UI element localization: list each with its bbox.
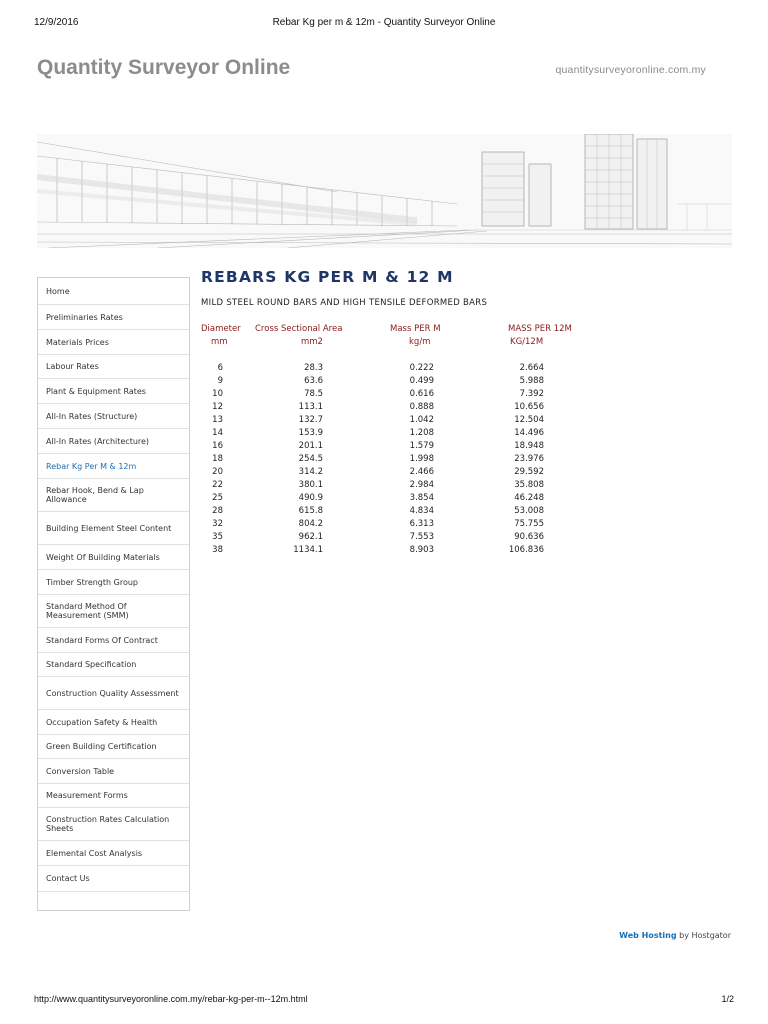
sidebar-item[interactable]: Building Element Steel Content [38,512,189,545]
cell-area: 153.9 [298,427,323,438]
sidebar-item[interactable]: Construction Rates Calculation Sheets [38,808,189,841]
sidebar-item[interactable]: Home [38,278,189,305]
cell-area: 28.3 [304,363,323,373]
cell-diameter: 38 [212,544,223,555]
hosting-credit [619,931,731,940]
column-unit: mm [211,337,228,347]
cell-diameter: 28 [212,505,223,516]
cell-mass-per-m: 8.903 [409,544,434,555]
page-subheading: MILD STEEL ROUND BARS AND HIGH TENSILE DEFORMED BARS [201,298,488,308]
cell-mass-per-12m: 5.988 [519,375,544,386]
print-date: 12/9/2016 [34,17,79,28]
site-title[interactable]: Quantity Surveyor Online [37,56,291,79]
cell-diameter: 20 [212,466,223,477]
building-sketch-illustration [37,134,732,248]
cell-area: 132.7 [298,414,323,425]
cell-area: 615.8 [298,505,323,516]
sidebar-item[interactable]: Green Building Certification [38,735,189,759]
cell-mass-per-12m: 46.248 [514,492,544,503]
sidebar-item[interactable]: Occupation Safety & Health [38,710,189,735]
cell-mass-per-12m: 12.504 [514,414,544,425]
column-unit: mm2 [301,337,323,347]
column-header: MASS PER 12M [508,324,572,334]
column-header: Diameter [201,324,241,334]
cell-mass-per-m: 6.313 [409,518,434,529]
print-header [0,17,768,31]
cell-mass-per-m: 0.222 [409,363,434,373]
cell-mass-per-12m: 29.592 [514,466,544,477]
cell-mass-per-12m: 53.008 [514,505,544,516]
header-banner-image [37,134,732,248]
cell-area: 490.9 [298,492,323,503]
sidebar-item[interactable]: All-In Rates (Architecture) [38,429,189,454]
cell-mass-per-12m: 10.656 [514,401,544,412]
print-page-number: 1/2 [721,994,734,1004]
cell-diameter: 14 [212,427,223,438]
cell-area: 314.2 [298,466,323,477]
sidebar-item[interactable]: Standard Method Of Measurement (SMM) [38,595,189,628]
cell-mass-per-12m: 35.808 [514,479,544,490]
sidebar-item[interactable]: Materials Prices [38,330,189,355]
cell-mass-per-12m: 2.664 [519,363,544,373]
sidebar-item[interactable]: Standard Specification [38,653,189,677]
cell-mass-per-m: 1.998 [409,453,434,464]
sidebar-item[interactable]: Conversion Table [38,759,189,784]
cell-mass-per-m: 0.888 [409,401,434,412]
cell-diameter: 16 [212,440,223,451]
cell-diameter: 22 [212,479,223,490]
site-domain: quantitysurveyoronline.com.my [555,64,706,76]
column-header: Cross Sectional Area [255,324,343,334]
cell-area: 254.5 [298,453,323,464]
cell-mass-per-12m: 7.392 [519,388,544,399]
cell-mass-per-m: 1.042 [409,414,434,425]
cell-mass-per-m: 0.616 [409,388,434,399]
cell-mass-per-12m: 14.496 [514,427,544,438]
cell-diameter: 35 [212,531,223,542]
cell-area: 78.5 [304,388,323,399]
column-unit: kg/m [409,337,431,347]
cell-mass-per-12m: 23.976 [514,453,544,464]
cell-mass-per-m: 0.499 [409,375,434,386]
sidebar-item[interactable]: All-In Rates (Structure) [38,404,189,429]
sidebar-item[interactable]: Timber Strength Group [38,570,189,595]
cell-mass-per-m: 4.834 [409,505,434,516]
sidebar-item[interactable]: Preliminaries Rates [38,305,189,330]
cell-area: 804.2 [298,518,323,529]
cell-mass-per-m: 1.579 [409,440,434,451]
cell-mass-per-12m: 106.836 [508,544,544,555]
sidebar-item[interactable]: Elemental Cost Analysis [38,841,189,866]
cell-mass-per-m: 3.854 [409,492,434,503]
cell-area: 113.1 [298,401,323,412]
cell-diameter: 32 [212,518,223,529]
cell-mass-per-m: 2.466 [409,466,434,477]
cell-diameter: 6 [217,363,223,373]
cell-diameter: 18 [212,453,223,464]
hosting-credit-text: by Hostgator [676,931,731,940]
cell-diameter: 10 [212,388,223,399]
sidebar-item[interactable]: Plant & Equipment Rates [38,379,189,404]
cell-area: 201.1 [298,440,323,451]
column-unit: KG/12M [510,337,544,347]
cell-mass-per-m: 2.984 [409,479,434,490]
cell-area: 380.1 [298,479,323,490]
cell-diameter: 13 [212,414,223,425]
page-heading: REBARS KG PER M & 12 M [201,268,454,286]
cell-mass-per-m: 7.553 [409,531,434,542]
sidebar-item[interactable]: Weight Of Building Materials [38,545,189,570]
cell-area: 63.6 [304,375,323,386]
web-hosting-link[interactable]: Web Hosting [619,931,677,940]
column-header: Mass PER M [390,324,441,334]
cell-diameter: 12 [212,401,223,412]
sidebar-item[interactable]: Construction Quality Assessment [38,677,189,710]
cell-mass-per-m: 1.208 [409,427,434,438]
sidebar-item[interactable]: Rebar Hook, Bend & Lap Allowance [38,479,189,512]
print-url: http://www.quantitysurveyoronline.com.my/rebar-kg-per-m--12m.html [34,994,308,1004]
cell-mass-per-12m: 90.636 [514,531,544,542]
cell-diameter: 9 [217,375,223,386]
sidebar-item[interactable]: Rebar Kg Per M & 12m [38,454,189,479]
print-footer [0,994,768,1008]
cell-diameter: 25 [212,492,223,503]
cell-mass-per-12m: 75.755 [514,518,544,529]
cell-area: 962.1 [298,531,323,542]
main-content [201,268,731,555]
sidebar-item[interactable]: Standard Forms Of Contract [38,628,189,653]
cell-area: 1134.1 [293,544,323,555]
sidebar-item[interactable]: Labour Rates [38,355,189,379]
cell-mass-per-12m: 18.948 [514,440,544,451]
print-page-title: Rebar Kg per m & 12m - Quantity Surveyor Online [272,17,496,28]
sidebar-item[interactable]: Contact Us [38,866,189,892]
sidebar-item[interactable]: Measurement Forms [38,784,189,808]
